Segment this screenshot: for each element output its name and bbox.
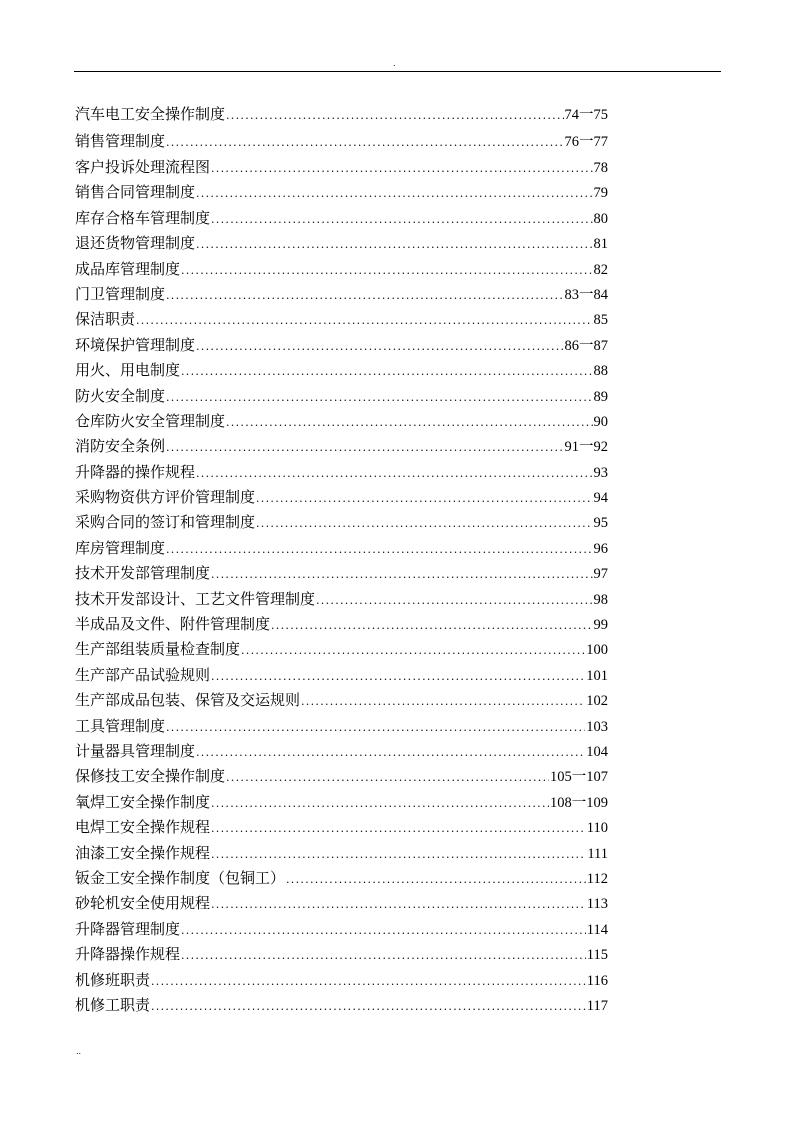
toc-entry-title: 生产部产品试验规则 [75, 665, 211, 684]
toc-dot-leader [226, 410, 592, 435]
toc-entry-page: 93 [593, 464, 608, 481]
toc-dot-leader [136, 308, 592, 333]
toc-entry [75, 815, 608, 840]
header-mark: . [393, 59, 396, 68]
toc-dot-leader [211, 791, 549, 816]
toc-entry-page: 94 [593, 490, 608, 507]
toc-dot-leader [166, 129, 563, 156]
toc-entry [75, 688, 608, 713]
toc-dot-leader [166, 283, 563, 308]
toc-entry-title: 砂轮机安全使用规程 [75, 894, 211, 913]
toc-entry [75, 231, 608, 256]
toc-entry-page: 90 [593, 413, 608, 430]
toc-dot-leader [211, 156, 592, 181]
toc-entry [75, 307, 608, 332]
toc-entry-title: 半成品及文件、附件管理制度 [75, 615, 271, 634]
toc-entry-page: 102 [586, 693, 608, 710]
toc-dot-leader [286, 867, 586, 892]
toc-dot-leader [196, 461, 592, 486]
toc-entry [75, 206, 608, 231]
toc-entry-page: 95 [593, 515, 608, 532]
toc-entry-title: 生产部组装质量检查制度 [75, 640, 241, 659]
toc-entry-title: 钣金工安全操作制度（包铜工） [75, 868, 286, 887]
toc-entry-page: 98 [593, 591, 608, 608]
toc-entry [75, 155, 608, 180]
toc-entry-page: 85 [593, 312, 608, 329]
toc-dot-leader [151, 969, 586, 994]
toc-entry-page: 104 [586, 743, 608, 760]
toc-entry [75, 841, 608, 866]
toc-entry-title: 销售管理制度 [75, 132, 166, 150]
toc-entry-page: 74一75 [564, 107, 608, 123]
toc-entry-title: 工具管理制度 [75, 716, 166, 735]
toc-dot-leader [226, 102, 563, 129]
toc-entry-page: 89 [593, 388, 608, 405]
toc-dot-leader [256, 511, 592, 536]
toc-dot-leader [316, 588, 592, 613]
toc-entry [75, 612, 608, 637]
toc-entry-title: 保修技工安全操作制度 [75, 767, 226, 786]
toc-entry-title: 机修班职责 [75, 970, 151, 989]
toc-entry-title: 仓库防火安全管理制度 [75, 411, 226, 430]
toc-entry-title: 退还货物管理制度 [75, 234, 196, 253]
toc-dot-leader [211, 892, 586, 917]
toc-entry [75, 866, 608, 891]
toc-dot-leader [256, 486, 592, 511]
toc-entry-title: 升降器操作规程 [75, 945, 181, 964]
toc-entry-page: 86一87 [564, 337, 608, 354]
toc-entry-title: 防火安全制度 [75, 386, 166, 405]
toc-entry-page: 111 [587, 845, 608, 862]
toc-dot-leader [181, 258, 592, 283]
toc-dot-leader [196, 334, 563, 359]
toc-entry-page: 83一84 [564, 286, 608, 303]
toc-dot-leader [196, 232, 592, 257]
toc-entry [75, 282, 608, 307]
table-of-contents [75, 101, 608, 1018]
toc-entry-page: 97 [593, 566, 608, 583]
toc-dot-leader [226, 765, 549, 790]
toc-entry-title: 保洁职责 [75, 310, 136, 329]
toc-entry-title: 机修工职责 [75, 995, 151, 1014]
toc-entry-page: 110 [586, 820, 608, 837]
toc-dot-leader [211, 207, 592, 232]
toc-entry [75, 968, 608, 993]
toc-entry-page: 88 [593, 363, 608, 380]
toc-entry-title: 技术开发部设计、工艺文件管理制度 [75, 589, 316, 608]
toc-entry [75, 460, 608, 485]
toc-entry-page: 103 [586, 718, 608, 735]
toc-entry [75, 180, 608, 205]
toc-entry [75, 891, 608, 916]
toc-entry [75, 409, 608, 434]
toc-entry-page: 116 [586, 972, 608, 989]
toc-entry-title: 销售合同管理制度 [75, 183, 196, 202]
toc-entry-page: 100 [586, 642, 608, 659]
toc-entry [75, 128, 608, 155]
toc-entry-title: 库存合格车管理制度 [75, 208, 211, 227]
toc-entry-page: 113 [586, 896, 608, 913]
toc-entry [75, 993, 608, 1018]
toc-entry-title: 用火、用电制度 [75, 361, 181, 380]
toc-dot-leader [166, 435, 563, 460]
toc-dot-leader [211, 562, 592, 587]
toc-entry-title: 计量器具管理制度 [75, 741, 196, 760]
footer-mark: .. [76, 1047, 82, 1056]
toc-dot-leader [211, 842, 586, 867]
toc-entry [75, 942, 608, 967]
toc-entry-title: 消防安全条例 [75, 437, 166, 456]
toc-entry-page: 108一109 [550, 794, 608, 811]
toc-entry-page: 82 [593, 261, 608, 278]
toc-entry [75, 510, 608, 535]
toc-entry-page: 76一77 [564, 134, 608, 150]
toc-entry-page: 78 [593, 160, 608, 176]
toc-entry-title: 客户投诉处理流程图 [75, 158, 211, 176]
toc-dot-leader [166, 537, 592, 562]
toc-entry [75, 739, 608, 764]
toc-entry-title: 采购物资供方评价管理制度 [75, 488, 256, 507]
toc-entry-title: 环境保护管理制度 [75, 335, 196, 354]
toc-entry [75, 101, 608, 128]
toc-entry [75, 257, 608, 282]
toc-dot-leader [271, 613, 592, 638]
toc-dot-leader [211, 664, 585, 689]
toc-entry-page: 79 [593, 185, 608, 202]
toc-entry-title: 成品库管理制度 [75, 259, 181, 278]
toc-entry-title: 门卫管理制度 [75, 284, 166, 303]
toc-entry [75, 434, 608, 459]
toc-dot-leader [211, 816, 586, 841]
toc-entry-page: 117 [586, 997, 608, 1014]
toc-entry-page: 80 [593, 210, 608, 227]
toc-dot-leader [181, 943, 586, 968]
toc-entry-title: 库房管理制度 [75, 538, 166, 557]
toc-dot-leader [166, 715, 585, 740]
toc-entry-title: 采购合同的签订和管理制度 [75, 513, 256, 532]
toc-dot-leader [301, 689, 585, 714]
toc-dot-leader [151, 994, 586, 1019]
toc-entry [75, 485, 608, 510]
toc-entry-title: 氧焊工安全操作制度 [75, 792, 211, 811]
toc-dot-leader [196, 740, 585, 765]
toc-entry [75, 917, 608, 942]
toc-entry-title: 电焊工安全操作规程 [75, 818, 211, 837]
toc-dot-leader [181, 918, 586, 943]
toc-entry [75, 587, 608, 612]
toc-entry-page: 99 [593, 617, 608, 634]
toc-entry-page: 91一92 [564, 439, 608, 456]
toc-entry [75, 384, 608, 409]
toc-entry [75, 358, 608, 383]
toc-entry [75, 561, 608, 586]
toc-entry [75, 536, 608, 561]
toc-entry-page: 112 [586, 870, 608, 887]
toc-entry [75, 790, 608, 815]
toc-entry-title: 汽车电工安全操作制度 [75, 105, 226, 123]
toc-entry-page: 101 [586, 667, 608, 684]
toc-entry [75, 764, 608, 789]
toc-dot-leader [196, 181, 592, 206]
toc-entry-page: 81 [593, 236, 608, 253]
toc-entry-page: 114 [586, 921, 608, 938]
toc-entry [75, 637, 608, 662]
toc-entry-page: 115 [586, 947, 608, 964]
toc-entry [75, 663, 608, 688]
toc-entry-title: 升降器管理制度 [75, 919, 181, 938]
toc-dot-leader [181, 359, 592, 384]
toc-entry-title: 技术开发部管理制度 [75, 564, 211, 583]
toc-entry [75, 714, 608, 739]
toc-entry-title: 生产部成品包装、保管及交运规则 [75, 691, 301, 710]
toc-entry [75, 333, 608, 358]
toc-entry-page: 105一107 [550, 769, 608, 786]
toc-entry-page: 96 [593, 540, 608, 557]
toc-dot-leader [241, 638, 585, 663]
toc-entry-title: 油漆工安全操作规程 [75, 843, 211, 862]
header-rule [74, 71, 721, 72]
toc-dot-leader [166, 385, 592, 410]
toc-entry-title: 升降器的操作规程 [75, 462, 196, 481]
